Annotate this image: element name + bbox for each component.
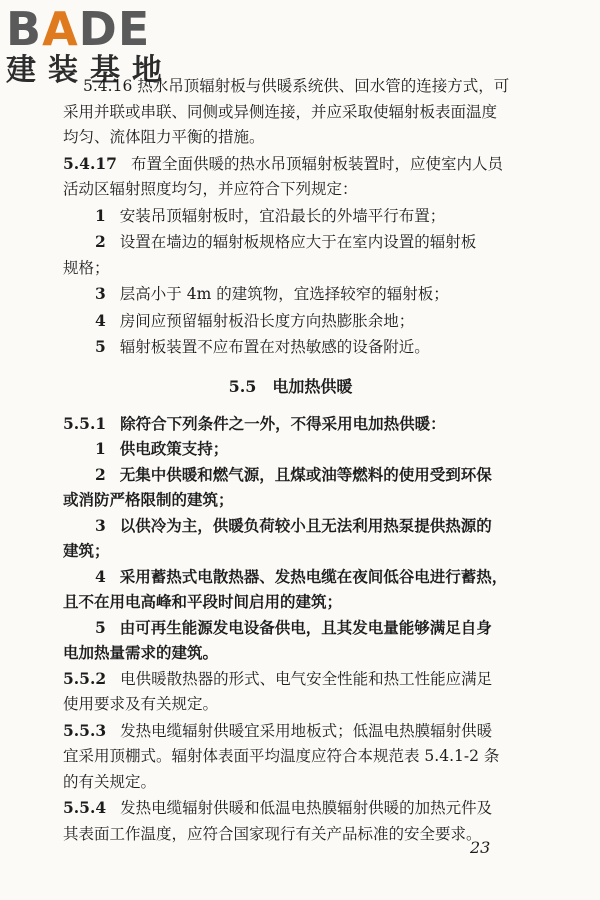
clause-number: 5.5.3 <box>63 720 107 740</box>
logo-wordmark: BADE <box>6 2 151 56</box>
list-item-wrap: 且不在用电高峰和平段时间启用的建筑； <box>63 592 343 611</box>
clause-5-5-1: 5.5.1 除符合下列条件之一外，不得采用电加热供暖： <box>63 413 446 433</box>
clause-5-5-2-line-2: 使用要求及有关规定。 <box>63 695 219 713</box>
list-item: 4 房间应预留辐射板沿长度方向热膨胀余地； <box>95 310 415 330</box>
clause-5-4-16-line-2: 采用并联或串联、同侧或异侧连接，并应采取使辐射板表面温度 <box>63 102 498 121</box>
section-heading: 5.5 电加热供暖 <box>228 376 353 396</box>
list-item-wrap: 或消防严格限制的建筑； <box>63 490 234 509</box>
list-item: 4 采用蓄热式电散热器、发热电缆在夜间低谷电进行蓄热， <box>95 566 508 586</box>
clause-5-5-2: 5.5.2 电供暖散热器的形式、电气安全性能和热工性能应满足 <box>63 668 493 688</box>
page-number: 23 <box>470 838 491 857</box>
list-item: 1 供电政策支持； <box>95 439 229 458</box>
list-item-wrap: 规格； <box>63 258 110 277</box>
list-item-wrap: 建筑； <box>63 541 110 560</box>
list-item: 1 安装吊顶辐射板时，宜沿最长的外墙平行布置； <box>95 205 446 225</box>
clause-number: 5.5.2 <box>63 668 107 688</box>
list-item: 3 层高小于 4m 的建筑物，宜选择较窄的辐射板； <box>95 284 449 303</box>
clause-5-5-4-line-2: 其表面工作温度，应符合国家现行有关产品标准的安全要求。 <box>63 824 482 843</box>
list-item: 5 由可再生能源发电设备供电，且其发电量能够满足自身 <box>95 617 492 637</box>
clause-5-4-17-line-2: 活动区辐射照度均匀，并应符合下列规定： <box>63 180 358 198</box>
clause-5-5-4: 5.5.4 发热电缆辐射供暖和低温电热膜辐射供暖的加热元件及 <box>63 798 493 817</box>
document-body <box>63 74 518 847</box>
list-item: 5 辐射板装置不应布置在对热敏感的设备附近。 <box>95 337 430 356</box>
clause-5-4-16-line-3: 均匀、流体阻力平衡的措施。 <box>63 128 265 146</box>
list-item: 2 设置在墙边的辐射板规格应大于在室内设置的辐射板 <box>95 232 477 251</box>
logo-chinese: 建装基地 <box>6 53 174 88</box>
clause-number: 5.4.17 <box>63 153 117 173</box>
clause-number: 5.5.1 <box>63 413 107 433</box>
list-item: 3 以供冷为主，供暖负荷较小且无法利用热泵提供热源的 <box>95 515 492 535</box>
clause-5-4-17: 5.4.17 布置全面供暖的热水吊顶辐射板装置时，应使室内人员 <box>63 153 503 173</box>
clause-5-5-3: 5.5.3 发热电缆辐射供暖宜采用地板式；低温电热膜辐射供暖 <box>63 720 493 740</box>
list-item-wrap: 电加热量需求的建筑。 <box>63 643 219 662</box>
clause-number: 5.5.4 <box>63 798 107 817</box>
clause-5-4-16-line-1: 5.4.16 热水吊顶辐射板与供暖系统供、回水管的连接方式，可 <box>83 77 510 95</box>
list-item: 2 无集中供暖和燃气源，且煤或油等燃料的使用受到环保 <box>95 464 492 484</box>
clause-5-5-3-line-2: 宜采用顶棚式。辐射体表面平均温度应符合本规范表 5.4.1-2 条 <box>63 747 500 765</box>
clause-5-5-3-line-3: 的有关规定。 <box>63 772 157 791</box>
